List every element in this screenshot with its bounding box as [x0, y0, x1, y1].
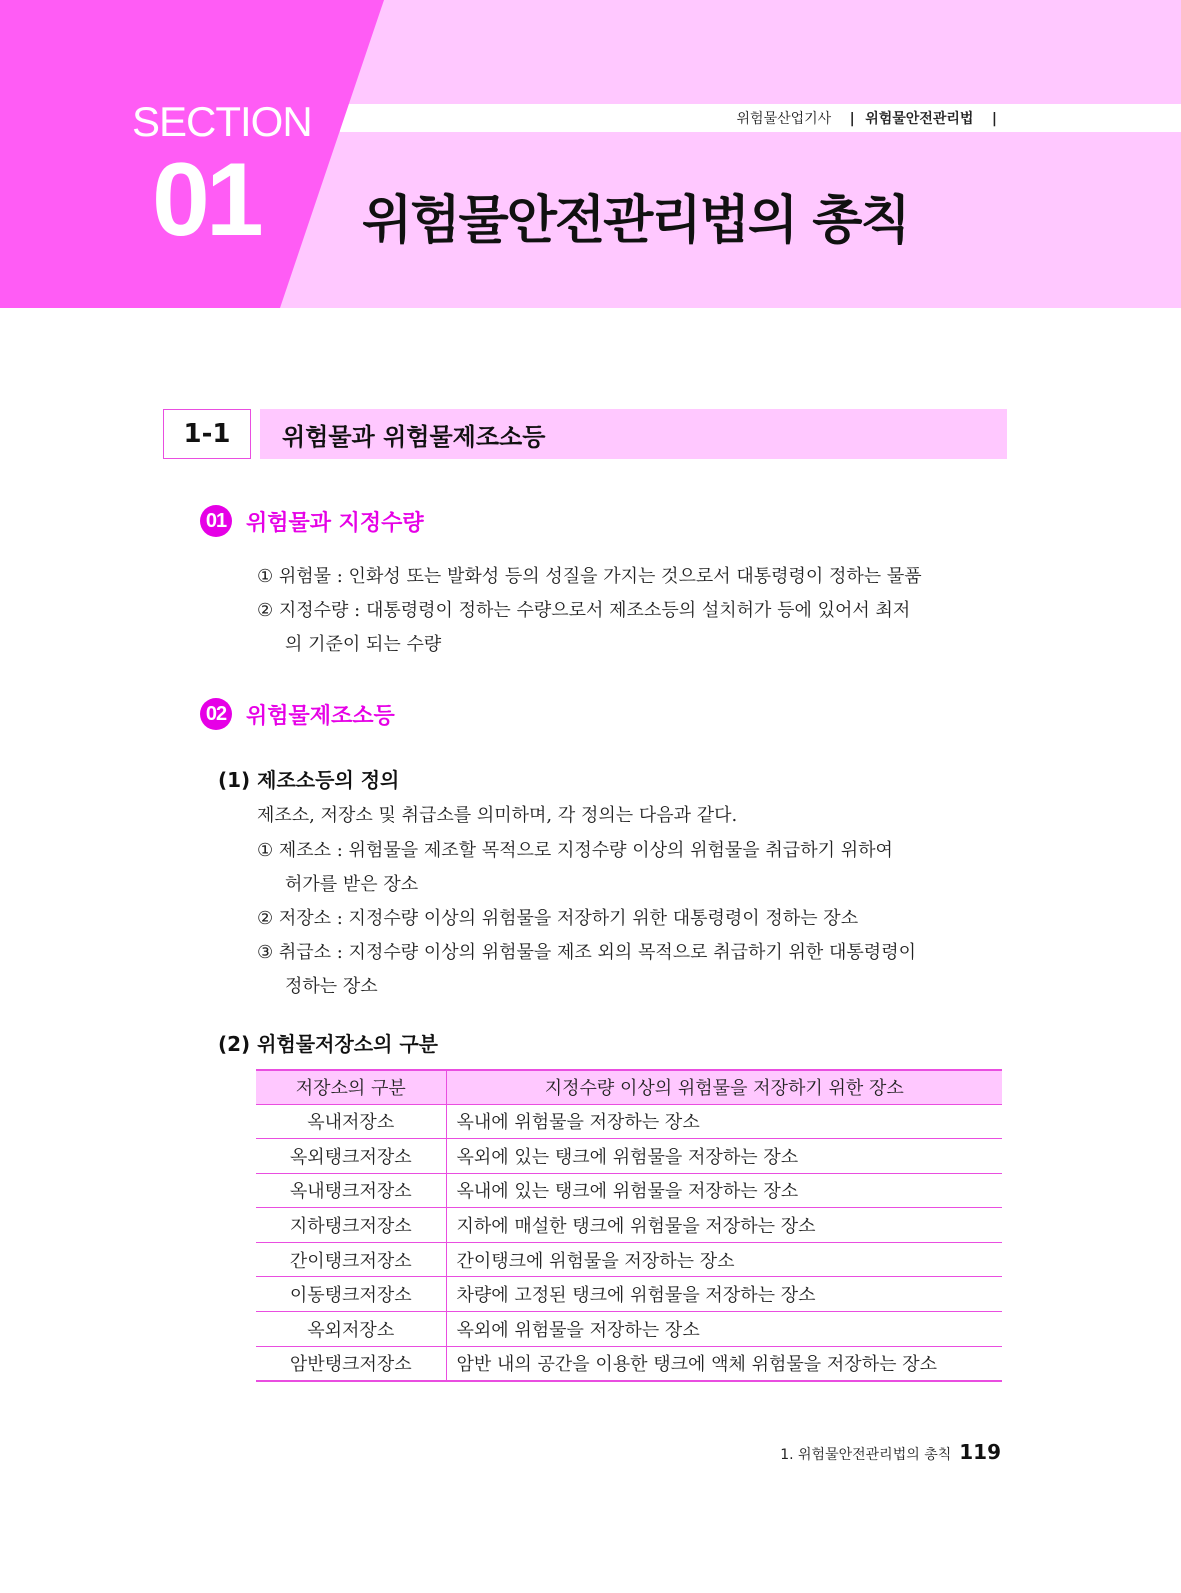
table-row: [256, 1346, 1002, 1381]
table-header-cell: 지정수량 이상의 위험물을 저장하기 위한 장소: [446, 1070, 1002, 1104]
topic-title-01: 위험물과 지정수량: [246, 510, 424, 536]
table-cell: 간이탱크에 위험물을 저장하는 장소: [446, 1242, 1002, 1277]
table-row: [256, 1173, 1002, 1208]
book-title: 위험물산업기사: [736, 111, 832, 127]
list-item: ① 제조소 : 위험물을 제조할 목적으로 지정수량 이상의 위험물을 취급하기 위하여: [257, 840, 893, 861]
table-cell: 옥외에 있는 탱크에 위험물을 저장하는 장소: [446, 1139, 1002, 1174]
topic-badge-01: 01: [200, 505, 232, 537]
table-row: [256, 1277, 1002, 1312]
footer-chapter: 1. 위험물안전관리법의 총칙: [780, 1447, 952, 1463]
table-cell: 암반 내의 공간을 이용한 탱크에 액체 위험물을 저장하는 장소: [446, 1346, 1002, 1381]
table-cell: 간이탱크저장소: [256, 1242, 446, 1277]
page-number: 119: [959, 1440, 1001, 1464]
topic-heading-02: [200, 698, 395, 730]
table-row: [256, 1242, 1002, 1277]
list-item-continuation: 정하는 장소: [285, 976, 378, 997]
table-header-row: [256, 1070, 1002, 1104]
table-cell: 옥내에 있는 탱크에 위험물을 저장하는 장소: [446, 1173, 1002, 1208]
table-cell: 옥내저장소: [256, 1104, 446, 1139]
table-cell: 지하에 매설한 탱크에 위험물을 저장하는 장소: [446, 1208, 1002, 1243]
topic-heading-01: [200, 505, 424, 537]
table-cell: 옥외저장소: [256, 1312, 446, 1347]
page-title: 위험물안전관리법의 총칙: [362, 191, 909, 251]
table-row: [256, 1139, 1002, 1174]
table-row: [256, 1312, 1002, 1347]
list-item: ② 저장소 : 지정수량 이상의 위험물을 저장하기 위한 대통령령이 정하는 장소: [257, 908, 859, 929]
chapter-title: 위험물안전관리법: [865, 111, 974, 127]
list-item-continuation: 의 기준이 되는 수량: [285, 634, 442, 655]
section-number: 01: [152, 142, 260, 258]
table-cell: 차량에 고정된 탱크에 위험물을 저장하는 장소: [446, 1277, 1002, 1312]
section-label: SECTION: [132, 98, 312, 145]
sub-heading-storage-types: (2) 위험물저장소의 구분: [218, 1032, 439, 1056]
table-cell: 옥외에 위험물을 저장하는 장소: [446, 1312, 1002, 1347]
breadcrumb-end: |: [991, 111, 997, 127]
topic-title-02: 위험물제조소등: [246, 703, 395, 729]
sub-heading-definition: (1) 제조소등의 정의: [218, 768, 400, 792]
table-cell: 옥외탱크저장소: [256, 1139, 446, 1174]
table-row: [256, 1104, 1002, 1139]
list-item: ③ 취급소 : 지정수량 이상의 위험물을 제조 외의 목적으로 취급하기 위한 대통령령이: [257, 942, 916, 963]
list-item-continuation: 허가를 받은 장소: [285, 874, 419, 895]
subsection-number: 1-1: [163, 409, 251, 459]
table-cell: 옥내에 위험물을 저장하는 장소: [446, 1104, 1002, 1139]
table-header-cell: 저장소의 구분: [256, 1070, 446, 1104]
table-cell: 옥내탱크저장소: [256, 1173, 446, 1208]
list-item: ② 지정수량 : 대통령령이 정하는 수량으로서 제조소등의 설치허가 등에 있어서 최저: [257, 600, 911, 621]
topic-badge-02: 02: [200, 698, 232, 730]
subsection-title: 위험물과 위험물제조소등: [260, 409, 1007, 459]
definition-intro: 제조소, 저장소 및 취급소를 의미하며, 각 정의는 다음과 같다.: [257, 805, 738, 826]
page-footer: [780, 1440, 1001, 1464]
table-row: [256, 1208, 1002, 1243]
storage-types-table: [256, 1069, 1002, 1382]
table-cell: 암반탱크저장소: [256, 1346, 446, 1381]
table-cell: 이동탱크저장소: [256, 1277, 446, 1312]
breadcrumb: [737, 108, 1003, 128]
table-cell: 지하탱크저장소: [256, 1208, 446, 1243]
list-item: ① 위험물 : 인화성 또는 발화성 등의 성질을 가지는 것으로서 대통령령이 정하는 물품: [257, 566, 922, 587]
breadcrumb-separator: |: [849, 111, 855, 127]
